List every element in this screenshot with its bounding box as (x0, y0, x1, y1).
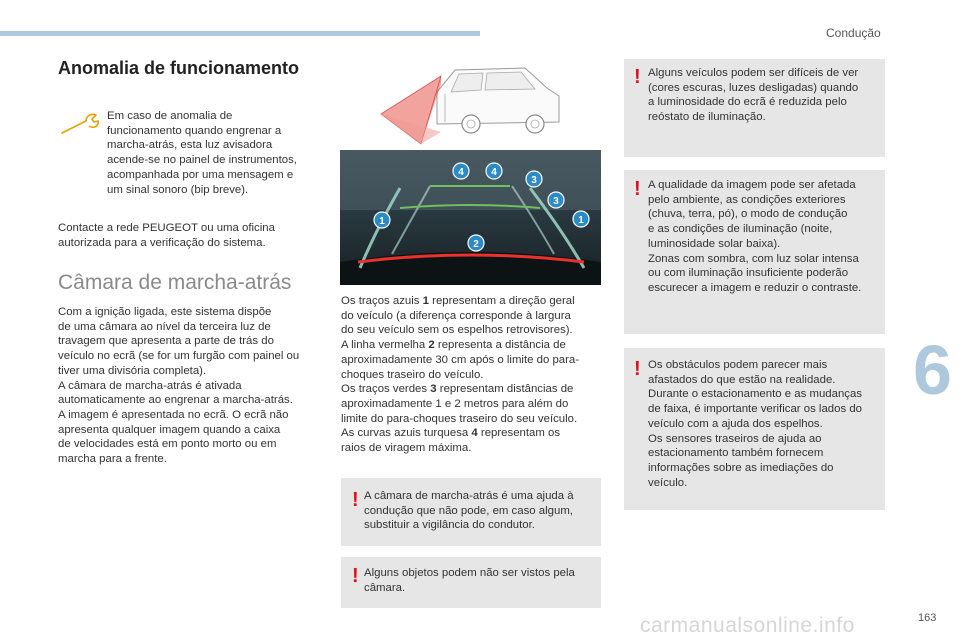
camera-display-image (340, 150, 601, 285)
label-3b: 3 (553, 196, 559, 207)
camera-lines-description: Os traços azuis 1 representam a direção geral do veículo (a diferença corresponde à largura do seu veículo sem os espelhos retrovisores). A linha vermelha 2 representa a distância de aproximadamente 30 cm após o limite do para- choques traseiro do veículo. Os traços verdes 3 representam distâncias de aproximadamente 1 e 2 metros para além do limite do para-choques traseiro do seu veículo. As curvas azuis turquesa 4 representam os raios de viragem máxima. (341, 295, 580, 455)
note-image-quality: ! A qualidade da imagem pode ser afetada pelo ambiente, as condições exteriores (chuva, terra, pó), o modo de condução e as condições de iluminação (noite, luminosidade solar baixa). Zonas com sombra, com luz solar intensa ou com iluminação insuficiente poderão escurecer a imagem e reduzir o contraste. (624, 170, 885, 334)
anomaly-heading: Anomalia de funcionamento (58, 58, 300, 78)
page-number: 163 (918, 612, 937, 624)
warning-icon: ! (352, 489, 359, 511)
van-illustration (375, 62, 565, 152)
label-4a: 4 (458, 167, 464, 178)
note-obstacles-distance: ! Os obstáculos podem parecer mais afastados do que estão na realidade. Durante o estacionamento e as mudanças de faixa, é importante verificar os lados do veículo com a ajuda dos espelhos. Os sensores traseiros de ajuda ao estacionamento também fornecem informações sobre as imediações do veículo. (624, 348, 885, 510)
camera-heading: Câmara de marcha-atrás (58, 271, 292, 294)
label-1a: 1 (379, 216, 385, 227)
watermark: carmanualsonline.info (640, 614, 855, 637)
header-bar (0, 31, 480, 36)
note-objects-not-seen: ! Alguns objetos podem não ser vistos pela câmara. (341, 557, 601, 608)
warning-icon: ! (352, 565, 359, 587)
warning-icon: ! (634, 358, 641, 380)
label-3a: 3 (531, 175, 537, 186)
label-2: 2 (473, 239, 479, 250)
chapter-number: 6 (913, 331, 952, 409)
warning-icon: ! (634, 178, 641, 200)
contact-text: Contacte a rede PEUGEOT ou uma oficina autorizada para a verificação do sistema. (58, 222, 275, 249)
warning-icon: ! (634, 66, 641, 88)
chapter-tab (913, 330, 960, 420)
label-1b: 1 (578, 215, 584, 226)
anomaly-warning-text: Em caso de anomalia de funcionamento quando engrenar a marcha-atrás, esta luz avisadora acende-se no painel de instrumentos, acompanhada por uma mensagem e um sinal sonoro (bip breve). (107, 110, 297, 196)
wrench-icon (60, 112, 102, 136)
label-4b: 4 (491, 167, 497, 178)
note-driver-aid: ! A câmara de marcha-atrás é uma ajuda à condução que não pode, em caso algum, substituir a vigilância do condutor. (341, 478, 601, 546)
note-vehicles-hard-to-see: ! Alguns veículos podem ser difíceis de ver (cores escuras, luzes desligadas) quando a luminosidade do ecrã é reduzida pelo reóstato de iluminação. (624, 59, 885, 157)
camera-intro-text: Com a ignição ligada, este sistema dispõe de uma câmara ao nível da terceira luz de travagem que apresenta a parte de trás do veículo no ecrã (se for um furgão com painel ou tiver uma divisória completa). A câmara de marcha-atrás é ativada automaticamente ao engrenar a marcha-atrás. A imagem é apresentada no ecrã. O ecrã não apresenta qualquer imagem quando a caixa de velocidades está em ponto morto ou em marcha para a frente. (58, 306, 300, 466)
section-title: Condução (826, 26, 881, 40)
